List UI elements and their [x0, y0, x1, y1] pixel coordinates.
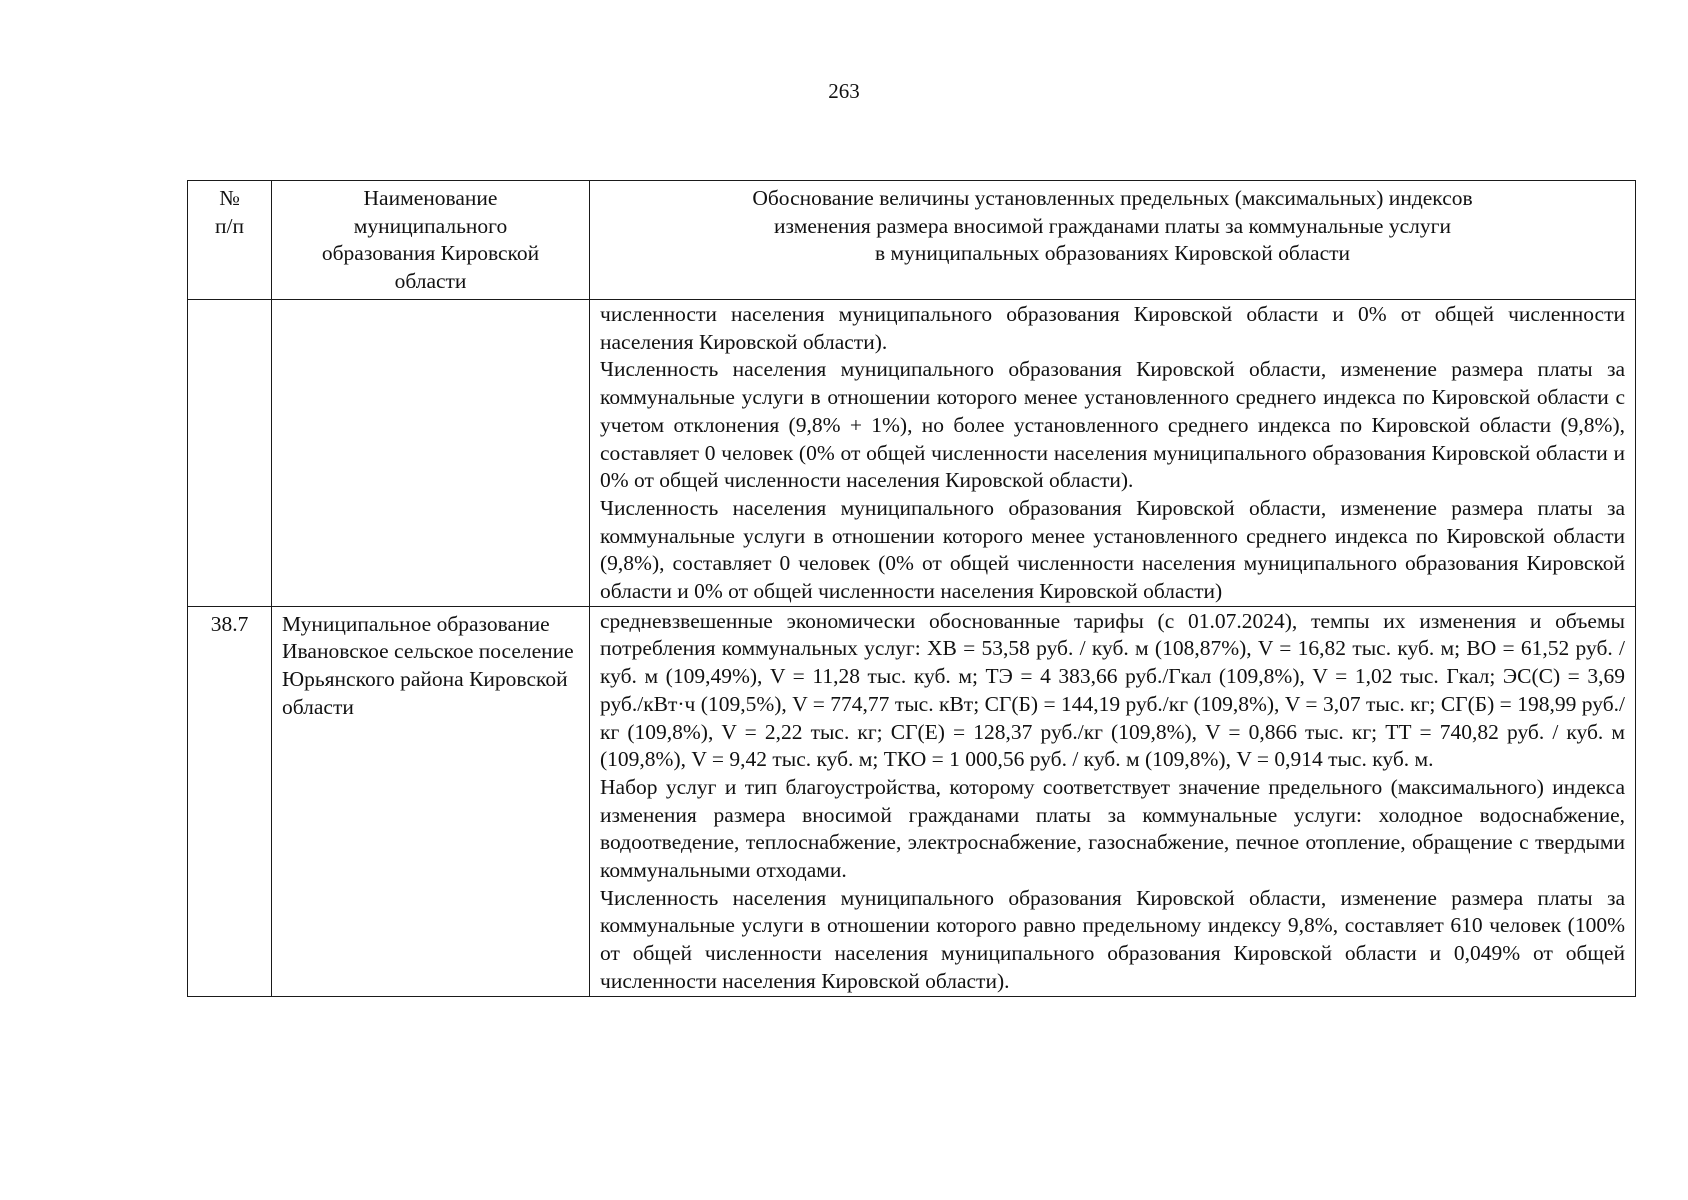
table-row [188, 606, 1636, 996]
table-row [188, 300, 1636, 607]
header-number-line: п/п [215, 213, 244, 238]
header-number-line: № [219, 186, 240, 210]
header-name-line: Наименование [363, 186, 498, 210]
header-number [188, 181, 272, 300]
header-justification-line: Обоснование величины установленных предельных (максимальных) индексов [752, 186, 1473, 210]
row-municipality-name [272, 300, 590, 607]
row-number [188, 300, 272, 607]
row-justification [590, 606, 1636, 996]
justification-paragraph: численности населения муниципального образования Кировской области и 0% от общей численности населения Кировской области). [600, 302, 1625, 354]
header-justification-line: в муниципальных образованиях Кировской области [874, 241, 1351, 266]
row-number: 38.7 [188, 606, 272, 996]
row-municipality-name: Муниципальное образование Ивановское сельское поселение Юрьянского района Кировской области [272, 606, 590, 996]
header-name-line: области [394, 269, 467, 294]
page-number: 263 [828, 79, 860, 103]
tariff-justification-table [187, 180, 1636, 997]
justification-paragraph: Численность населения муниципального образования Кировской области, изменение размера платы за коммунальные услуги в отношении которого равно предельному индексу 9,8%, составляет 610 человек (100% от общей численности населения муниципального образования Кировской области и 0,049% от общей численности населения Кировской области). [600, 885, 1625, 993]
header-justification [590, 181, 1636, 300]
justification-paragraph: средневзвешенные экономически обоснованные тарифы (с 01.07.2024), темпы их изменения и объемы потребления коммунальных услуг: ХВ = 53,58 руб. / куб. м (108,87%), V = 16,82 тыс. куб. м; ВО = 61,52 руб. / куб. м (109,49%), V = 11,28 тыс. куб. м; ТЭ = 4 383,66 руб./Гкал (109,8%), V = 1,02 тыс. Гкал; ЭС(С) = 3,69 руб./кВт·ч (109,5%), V = 774,77 тыс. кВт; СГ(Б) = 144,19 руб./кг (109,8%), V = 3,07 тыс. кг; СГ(Б) = 198,99 руб./кг (109,8%), V = 2,22 тыс. кг; СГ(Е) = 128,37 руб./кг (109,8%), V = 0,866 тыс. кг; ТТ = 740,82 руб. / куб. м (109,8%), V = 9,42 тыс. куб. м; ТКО = 1 000,56 руб. / куб. м (109,8%), V = 0,914 тыс. куб. м. [600, 608, 1625, 772]
table-header-row [188, 181, 1636, 300]
header-name-line: образования Кировской [321, 241, 540, 266]
justification-paragraph: Численность населения муниципального образования Кировской области, изменение размера платы за коммунальные услуги в отношении которого менее установленного среднего индекса по Кировской области (9,8%), составляет 0 человек (0% от общей численности населения муниципального образования Кировской области и 0% от общей численности населения Кировской области) [600, 495, 1625, 604]
justification-paragraph: Численность населения муниципального образования Кировской области, изменение размера платы за коммунальные услуги в отношении которого менее установленного среднего индекса по Кировской области с учетом отклонения (9,8% + 1%), но более установленного среднего индекса по Кировской области (9,8%), составляет 0 человек (0% от общей численности населения муниципального образования Кировской области и 0% от общей численности населения Кировской области). [600, 357, 1625, 493]
header-municipality-name [272, 181, 590, 300]
header-justification-line: изменения размера вносимой гражданами платы за коммунальные услуги [774, 213, 1451, 238]
justification-paragraph: Набор услуг и тип благоустройства, которому соответствует значение предельного (максимального) индекса изменения размера вносимой гражданами платы за коммунальные услуги: холодное водоснабжение, водоотведение, теплоснабжение, электроснабжение, газоснабжение, печное отопление, обращение с твердыми коммунальными отходами. [600, 774, 1625, 883]
header-name-line: муниципального [353, 213, 508, 238]
row-justification [590, 300, 1636, 607]
